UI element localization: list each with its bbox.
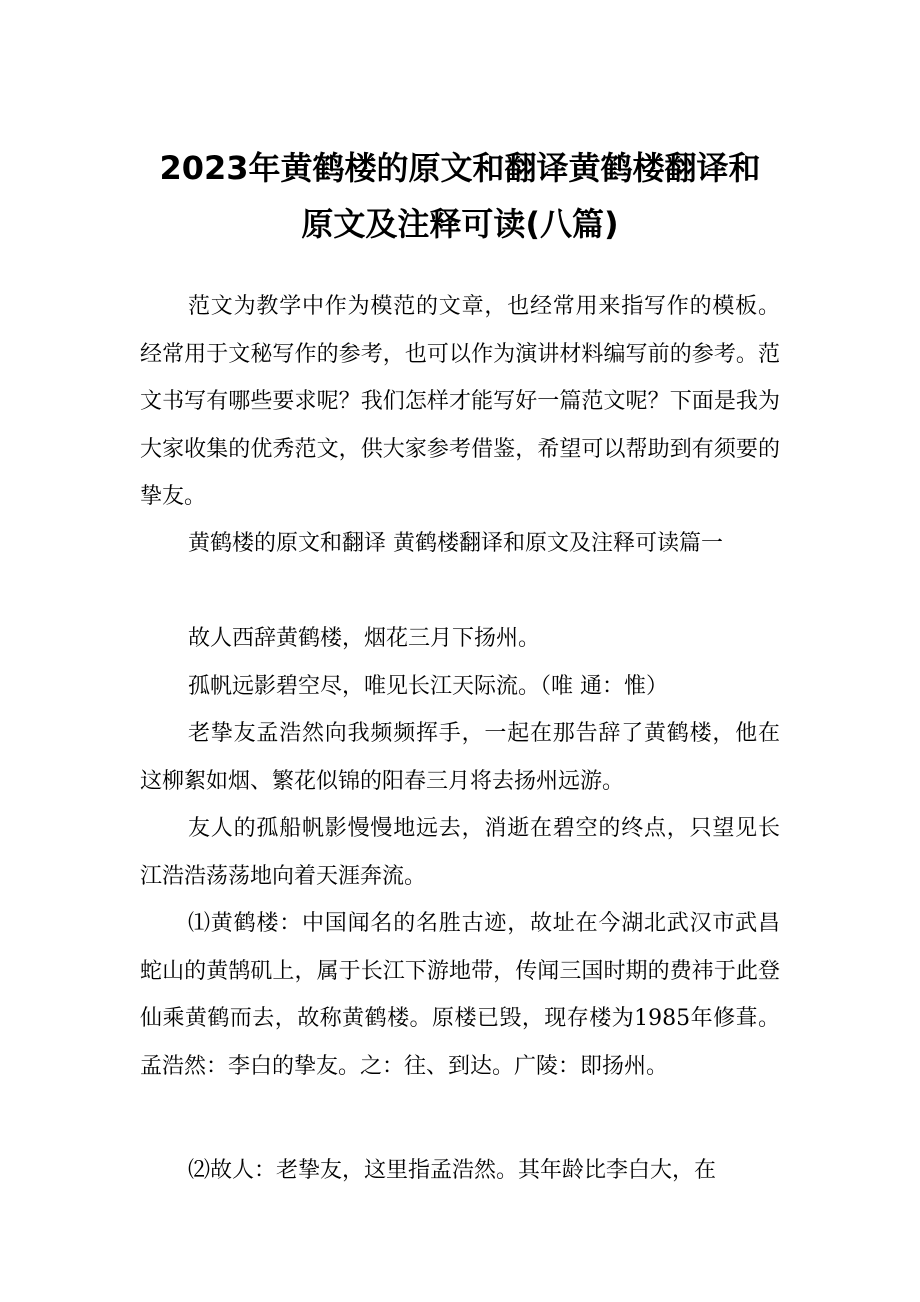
poem-line-1: 故人西辞黄鹤楼，烟花三月下扬州。 bbox=[188, 626, 541, 651]
document-title-line-2: 原文及注释可读(八篇) bbox=[301, 205, 619, 243]
intro-paragraph: 范文为教学中作为模范的文章，也经常用来指写作的模板。经常用于文秘写作的参考，也可以作为演讲材料编写前的参考。范文书写有哪些要求呢？我们怎样才能写好一篇范文呢？下面是我为大家收集的优秀范文，供大家参考借鉴，希望可以帮助到有须要的挚友。 bbox=[140, 294, 780, 509]
document-title-line-1: 2023年黄鹤楼的原文和翻译黄鹤楼翻译和 bbox=[159, 149, 761, 187]
translation-paragraph-1: 老挚友孟浩然向我频频挥手，一起在那告辞了黄鹤楼，他在这柳絮如烟、繁花似锦的阳春三月将去扬州远游。 bbox=[140, 721, 780, 794]
section-heading-paragraph: 黄鹤楼的原文和翻译 黄鹤楼翻译和原文及注释可读篇一 bbox=[188, 531, 723, 556]
translation-paragraph-2: 友人的孤船帆影慢慢地远去，消逝在碧空的终点，只望见长江浩浩荡荡地向着天涯奔流。 bbox=[140, 816, 780, 889]
note-paragraph-2: ⑵故人：老挚友，这里指孟浩然。其年龄比李白大，在 bbox=[188, 1158, 717, 1183]
poem-line-2: 孤帆远影碧空尽，唯见长江天际流。（唯 通：惟） bbox=[188, 674, 668, 699]
note-paragraph-1: ⑴黄鹤楼：中国闻名的名胜古迹，故址在今湖北武汉市武昌蛇山的黄鹄矶上，属于长江下游地带，传闻三国时期的费祎于此登仙乘黄鹤而去，故称黄鹤楼。原楼已毁，现存楼为1985年修葺。孟浩然：李白的挚友。之：往、到达。广陵：即扬州。 bbox=[140, 911, 780, 1079]
